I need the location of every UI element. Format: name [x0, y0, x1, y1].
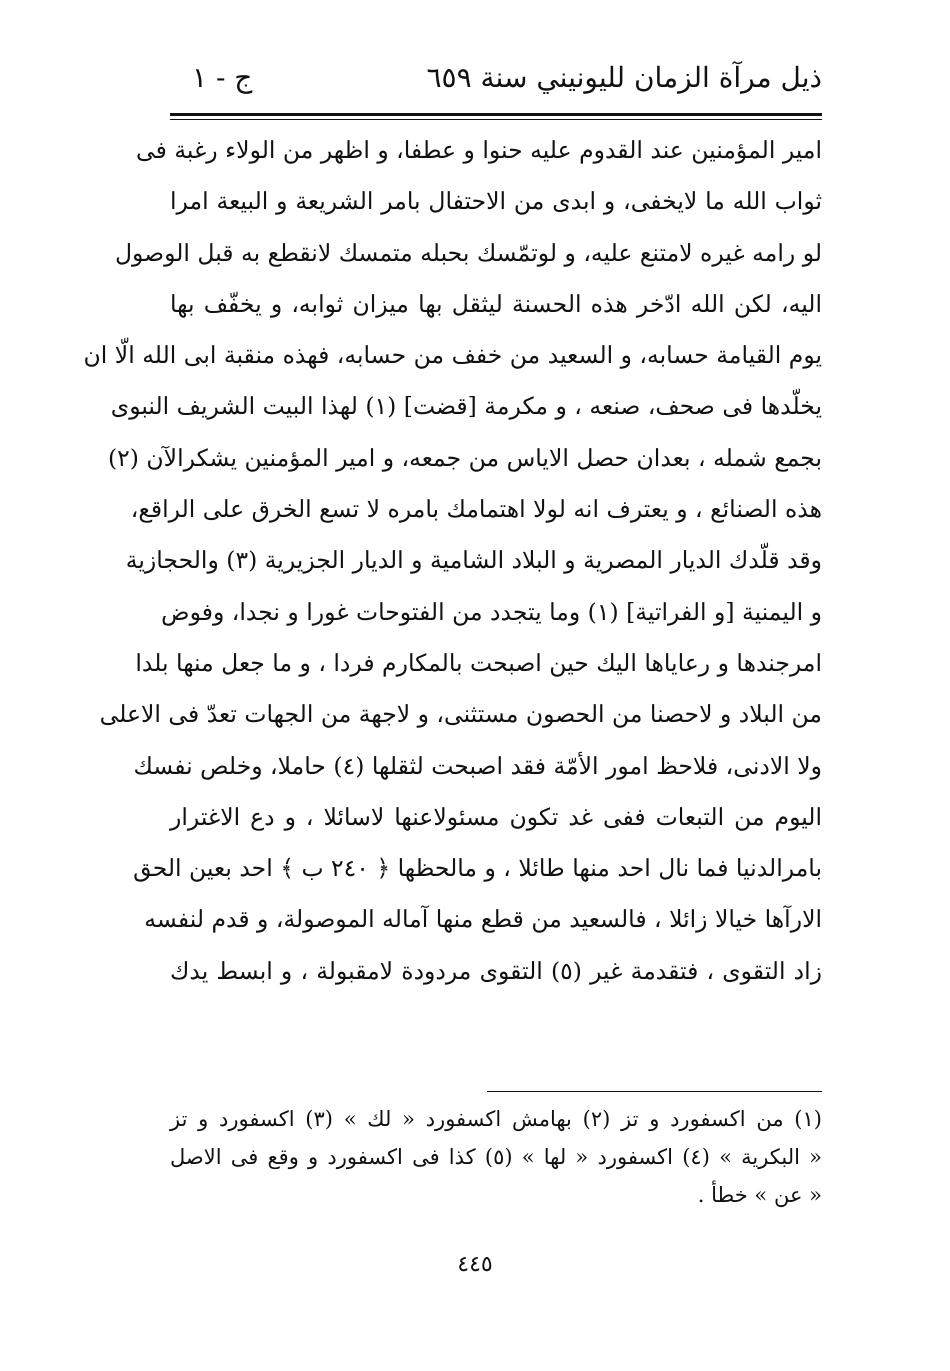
body-line: ثواب الله ما لايخفى، و ابدى من الاحتفال بامر الشريعة و البيعة امرا: [170, 187, 822, 216]
body-line: اليه، لكن الله ادّخر هذه الحسنة ليثقل بها ميزان ثوابه، و يخفّف بها: [170, 289, 822, 318]
footnote-line: « عن » خطأ .: [697, 1183, 822, 1207]
body-line: بجمع شمله ، بعدان حصل الاياس من جمعه، و امير المؤمنين يشكرالآن (٢): [107, 443, 822, 472]
body-line: و اليمنية [و الفراتية] (١) وما يتجدد من الفتوحات غورا و نجدا، وفوض: [161, 597, 822, 626]
body-line: بامرالدنيا فما نال احد منها طائلا ، و مالحظها ﴿ ٢٤٠ ب ﴾ احد بعين الحق: [133, 854, 822, 883]
header-title: ذيل مرآة الزمان لليونيني سنة ٦٥٩: [426, 61, 822, 94]
footnote-line: (١) من اكسفورد و تز (٢) بهامش اكسفورد « لك » (٣) اكسفورد و تز: [170, 1107, 822, 1131]
body-line: هذه الصنائع ، و يعترف انه لولا اهتمامك بامره لا تسع الخرق على الراقع،: [130, 495, 822, 524]
running-header: [170, 56, 822, 106]
footnote-rule: [487, 1091, 822, 1092]
body-line: امير المؤمنين عند القدوم عليه حنوا و عطفا، و اظهر من الولاء رغبة فى: [136, 136, 822, 164]
body-line: امرجندها و رعاياها اليك حين اصبحت بالمكارم فردا ، و ما جعل منها بلدا: [135, 648, 822, 677]
body-line: زاد التقوى ، فتقدمة غير (٥) التقوى مردودة لامقبولة ، و ابسط يدك: [170, 956, 822, 985]
body-line: وقد قلّدك الديار المصرية و البلاد الشامية و الديار الجزيرية (٣) والحجازية: [125, 546, 822, 575]
page-number: ٤٤٥: [457, 1252, 493, 1277]
body-line: اليوم من التبعات ففى غد تكون مسئولاعنها لاسائلا ، و دع الاغترار: [170, 802, 822, 831]
body-line: من البلاد و لاحصنا من الحصون مستثنى، و لاجهة من الجهات تعدّ فى الاعلى: [99, 700, 822, 729]
body-line: الارآها خيالا زائلا ، فالسعيد من قطع منها آماله الموصولة، و قدم لنفسه: [144, 905, 822, 934]
body-line: يوم القيامة حسابه، و السعيد من خفف من حسابه، فهذه منقبة ابى الله الّا ان: [83, 341, 822, 370]
body-text: [83, 125, 822, 997]
header-rule: [170, 113, 822, 116]
body-line: يخلّدها فى صحف، صنعه ، و مكرمة [قضت] (١) لهذا البيت الشريف النبوى: [110, 392, 822, 421]
footnote-line: « البكرية » (٤) اكسفورد « لها » (٥) كذا فى اكسفورد و وقع فى الاصل: [170, 1145, 823, 1169]
body-line: لو رامه غيره لامتنع عليه، و لوتمّسك بحبله متمسك لانقطع به قبل الوصول: [114, 238, 822, 267]
header-volume: ج - ١: [192, 61, 253, 94]
body-line: ولا الادنى، فلاحظ امور الأمّة فقد اصبحت لثقلها (٤) حاملا، وخلص نفسك: [133, 751, 822, 780]
header-rule-thin: [170, 119, 822, 120]
footnotes: [170, 1100, 822, 1214]
